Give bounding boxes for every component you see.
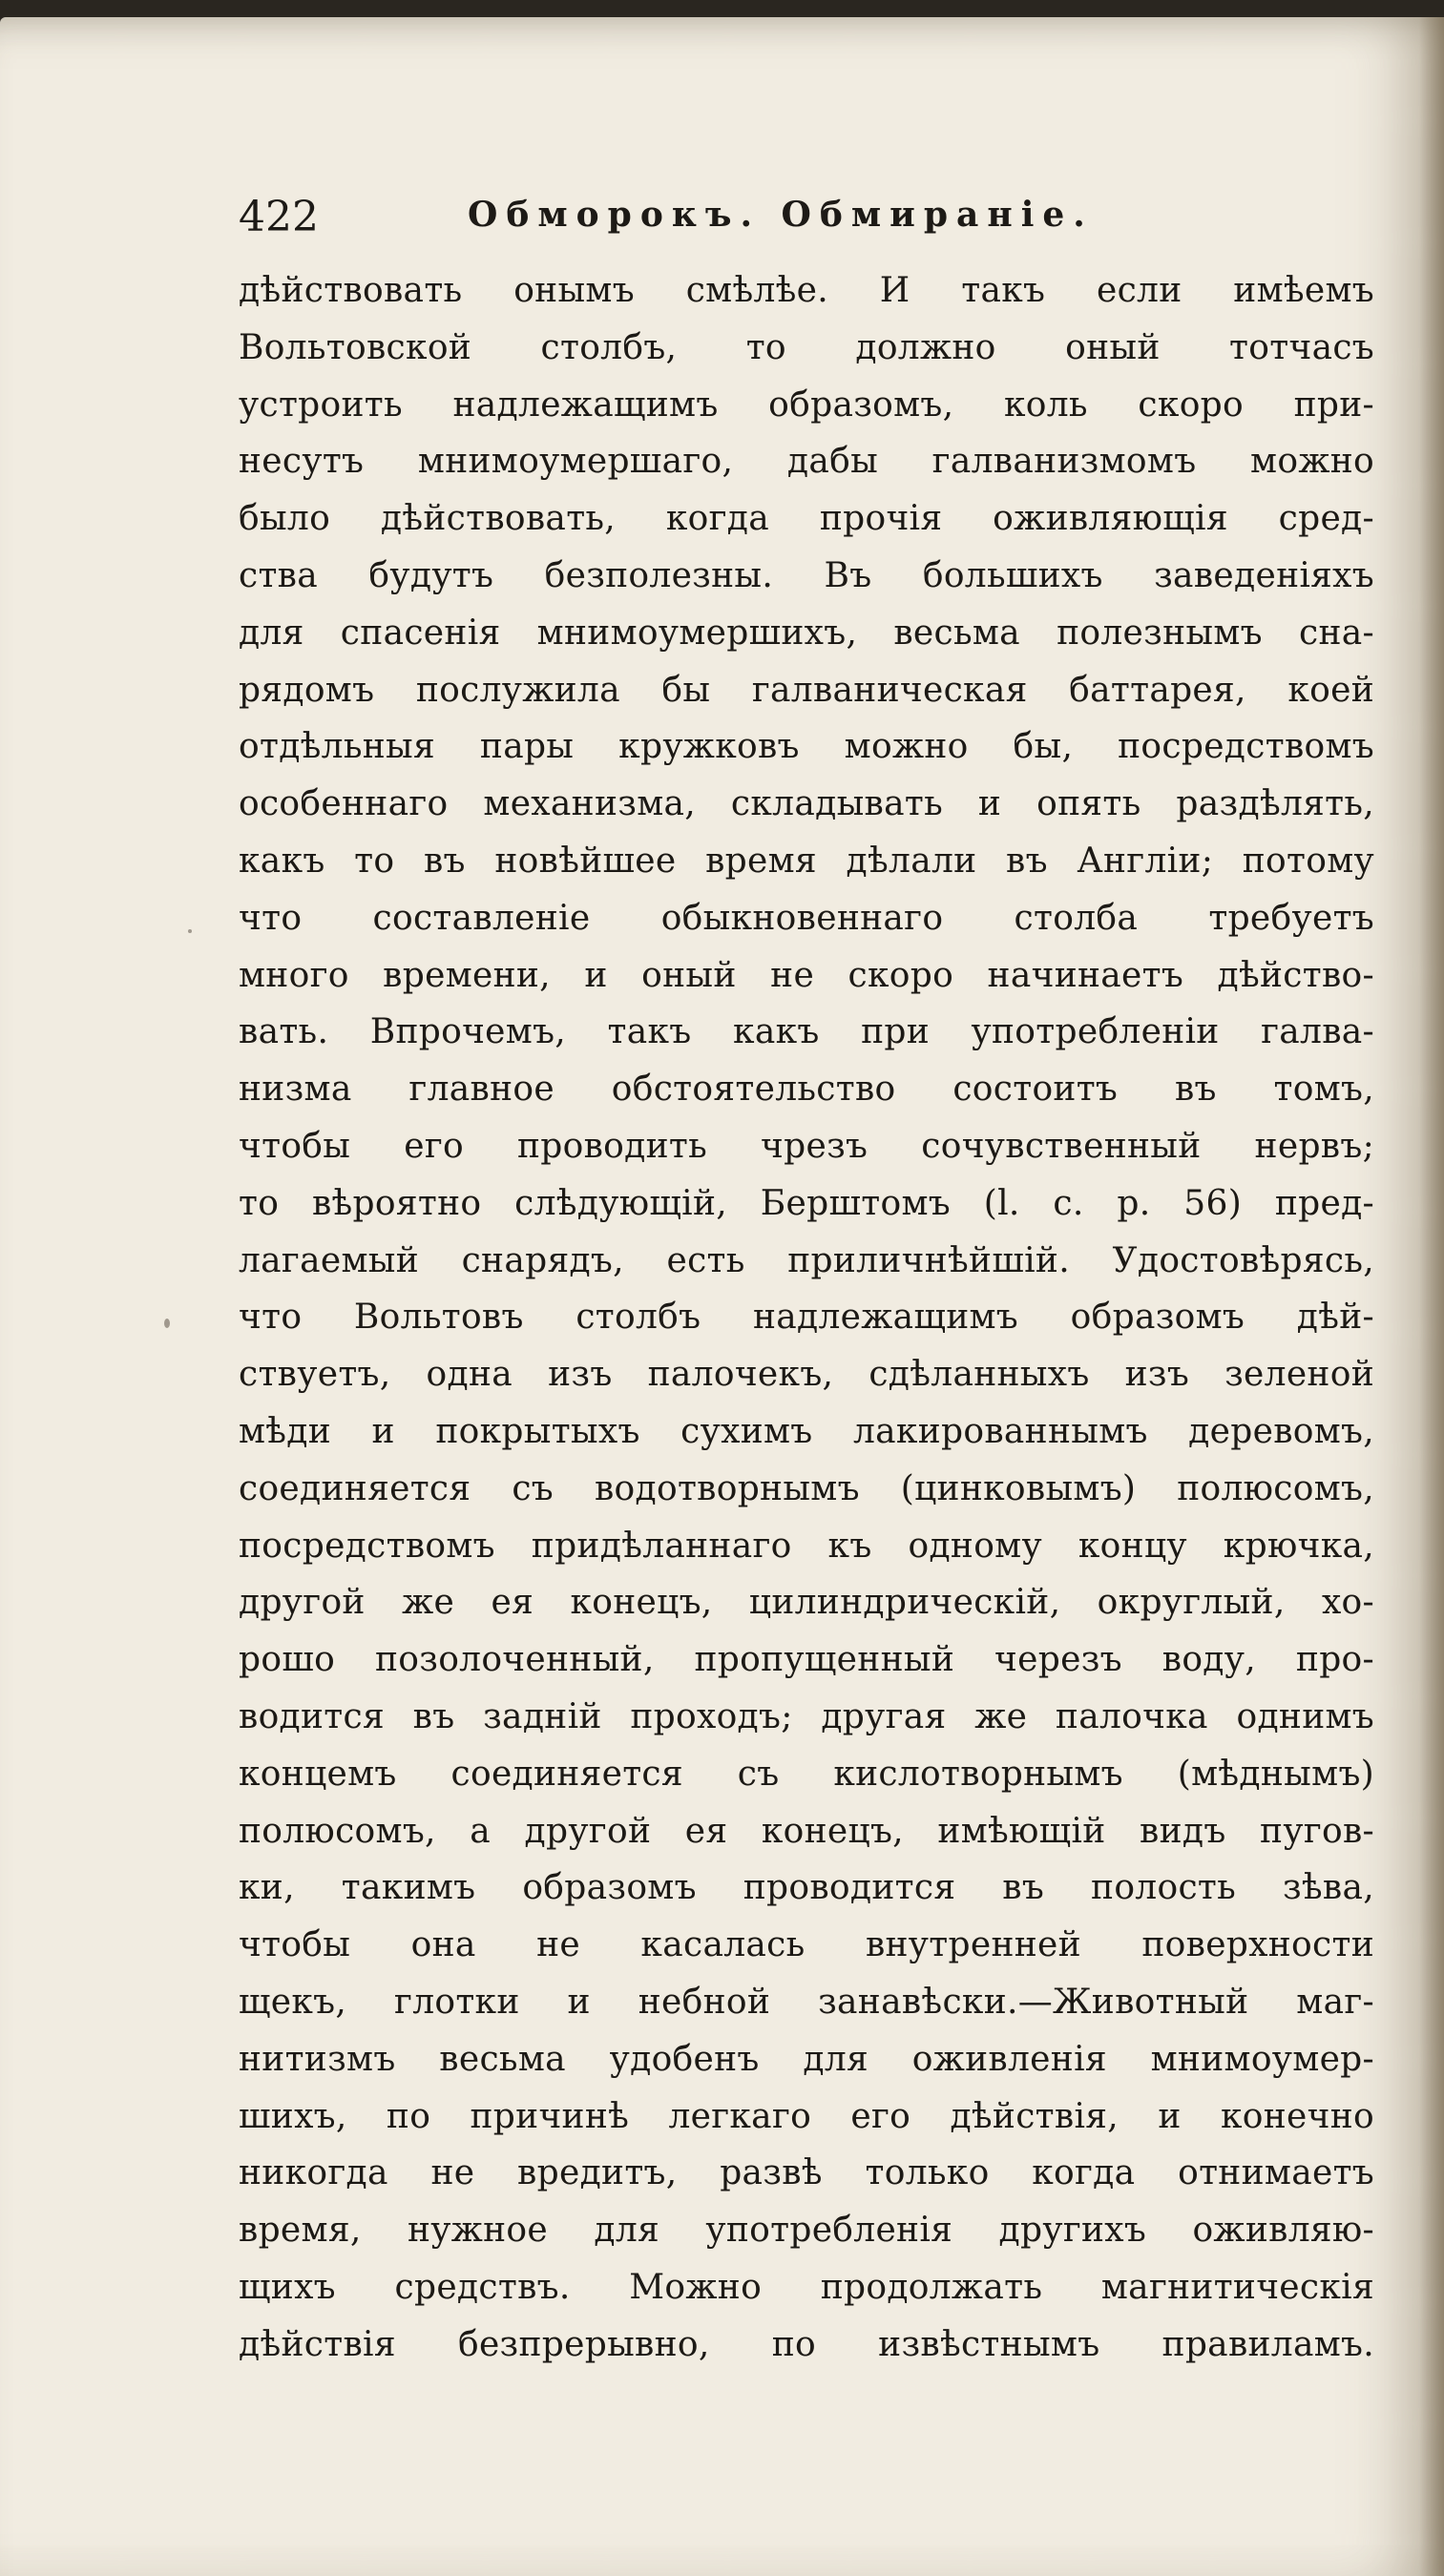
- text-line-7: для спасенія мнимоумершихъ, весьма полезнымъ сна-: [239, 613, 1374, 653]
- text-line-17: то вѣроятно слѣдующій, Берштомъ (l. c. p. 56) пред-: [239, 1183, 1374, 1223]
- running-title: Обморокъ. Обмираніе.: [468, 195, 1094, 235]
- text-line-12: что составленіе обыкновеннаго столба требуетъ: [239, 898, 1374, 938]
- body-text: [239, 262, 1374, 2373]
- page-header: [239, 187, 1241, 244]
- text-line-33: шихъ, по причинѣ легкаго его дѣйствія, и конечно: [239, 2096, 1374, 2136]
- page-number: 422: [239, 193, 319, 241]
- page-gutter-shadow: [1419, 17, 1444, 2576]
- text-line-23: посредствомъ придѣланнаго къ одному концу крючка,: [239, 1526, 1374, 1566]
- text-line-35: время, нужное для употребленія другихъ оживляю-: [239, 2211, 1374, 2251]
- text-line-11: какъ то въ новѣйшее время дѣлали въ Англіи; потому: [239, 841, 1374, 881]
- text-line-19: что Вольтовъ столбъ надлежащимъ образомъ дѣй-: [239, 1298, 1374, 1338]
- text-line-20: ствуетъ, одна изъ палочекъ, сдѣланныхъ изъ зеленой: [239, 1355, 1374, 1395]
- text-line-2: Вольтовской столбъ, то должно оный тотчасъ: [239, 327, 1374, 367]
- text-line-25: рошо позолоченный, пропущенный черезъ воду, про-: [239, 1640, 1374, 1680]
- text-line-31: щекъ, глотки и небной занавѣски.—Животный маг-: [239, 1982, 1374, 2022]
- text-line-4: несутъ мнимоумершаго, дабы галванизмомъ можно: [239, 442, 1374, 482]
- text-line-16: чтобы его проводить чрезъ сочувственный нервъ;: [239, 1126, 1374, 1166]
- text-line-14: вать. Впрочемъ, такъ какъ при употребленіи галва-: [239, 1012, 1374, 1052]
- text-line-26: водится въ задній проходъ; другая же палочка однимъ: [239, 1696, 1374, 1736]
- text-line-32: нитизмъ весьма удобенъ для оживленія мнимоумер-: [239, 2039, 1374, 2079]
- text-line-28: полюсомъ, а другой ея конецъ, имѣющій видъ пугов-: [239, 1811, 1374, 1851]
- text-line-6: ства будутъ безполезны. Въ большихъ заведеніяхъ: [239, 555, 1374, 595]
- text-line-3: устроить надлежащимъ образомъ, коль скоро при-: [239, 384, 1374, 425]
- text-line-36: щихъ средствъ. Можно продолжать магнитическія: [239, 2267, 1374, 2307]
- text-line-24: другой же ея конецъ, цилиндрическій, округлый, хо-: [239, 1583, 1374, 1623]
- text-line-34: никогда не вредитъ, развѣ только когда отнимаетъ: [239, 2153, 1374, 2193]
- text-line-29: ки, такимъ образомъ проводится въ полость зѣва,: [239, 1868, 1374, 1908]
- text-line-15: низма главное обстоятельство состоитъ въ томъ,: [239, 1070, 1374, 1110]
- text-line-37: дѣйствія безпрерывно, по извѣстнымъ правиламъ.: [239, 2324, 1374, 2364]
- text-line-30: чтобы она не касалась внутренней поверхности: [239, 1925, 1374, 1965]
- paper-speck: [188, 929, 192, 933]
- text-line-5: было дѣйствовать, когда прочія оживляющія сред-: [239, 499, 1374, 539]
- text-line-22: соединяется съ водотворнымъ (цинковымъ) полюсомъ,: [239, 1468, 1374, 1508]
- text-line-9: отдѣльныя пары кружковъ можно бы, посредствомъ: [239, 727, 1374, 767]
- text-line-13: много времени, и оный не скоро начинаетъ дѣйство-: [239, 955, 1374, 995]
- text-line-21: мѣди и покрытыхъ сухимъ лакированнымъ деревомъ,: [239, 1411, 1374, 1451]
- text-line-27: концемъ соединяется съ кислотворнымъ (мѣднымъ): [239, 1754, 1374, 1794]
- paper-speck: [164, 1319, 170, 1328]
- text-line-8: рядомъ послужила бы галваническая баттарея, коей: [239, 670, 1374, 710]
- text-line-1: дѣйствовать онымъ смѣлѣе. И такъ если имѣемъ: [239, 271, 1374, 310]
- text-line-18: лагаемый снарядъ, есть приличнѣйшій. Удостовѣрясь,: [239, 1240, 1374, 1280]
- text-line-10: особеннаго механизма, складывать и опять раздѣлять,: [239, 784, 1374, 824]
